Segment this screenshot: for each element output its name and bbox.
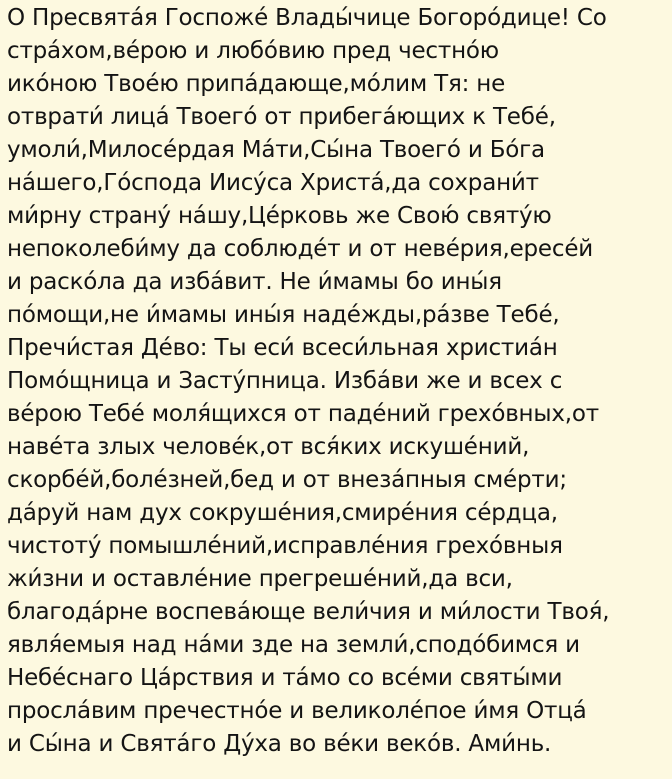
prayer-line: ми́рну страну́ на́шу,Це́рковь же Свою́ святу́ю xyxy=(7,203,552,229)
prayer-line: Пречи́стая Де́во: Ты еси́ всеси́льная христиа́н xyxy=(7,335,558,361)
prayer-line: благода́рне воспева́юще вели́чия и ми́лости Твоя́, xyxy=(7,599,610,625)
prayer-line: наве́та злых челове́к,от вся́ких искуше́ний, xyxy=(7,434,530,460)
prayer-line: непоколеби́му да соблюде́т и от неве́рия,ересе́й xyxy=(7,236,594,262)
prayer-line: ико́ною Твое́ю припа́дающе,мо́лим Тя: не xyxy=(7,71,506,97)
prayer-line: ве́рою Тебе́ моля́щихся от паде́ний грехо́вных,от xyxy=(7,401,599,427)
prayer-line: Помо́щница и Засту́пница. Изба́ви же и всех с xyxy=(7,368,563,394)
prayer-line: отврати́ лица́ Твоего́ от прибега́ющих к Тебе́, xyxy=(7,104,556,130)
prayer-line: умоли́,Милосе́рдая Ма́ти,Сы́на Твоего́ и Бо́га xyxy=(7,137,545,163)
prayer-line: чистоту́ помышле́ний,исправле́ния грехо́вныя xyxy=(7,533,563,559)
prayer-line: О Пресвята́я Госпоже́ Влады́чице Богоро́дице! Со xyxy=(7,5,607,31)
prayer-line: на́шего,Го́спода Иису́са Христа́,да сохрани́т xyxy=(7,170,539,196)
prayer-line: явля́емыя над на́ми зде на земли́,сподо́бимся и xyxy=(7,632,580,658)
prayer-line: Небе́снаго Ца́рствия и та́мо со все́ми святы́ми xyxy=(7,665,563,691)
prayer-line: стра́хом,ве́рою и любо́вию пред честно́ю xyxy=(7,38,499,64)
prayer-line: жи́зни и оставле́ние прегреше́ний,да вси, xyxy=(7,566,513,592)
prayer-line: и Сы́на и Свята́го Ду́ха во ве́ки веко́в. Ами́нь. xyxy=(7,731,552,757)
prayer-line: скорбе́й,боле́зней,бед и от внеза́пныя сме́рти; xyxy=(7,467,567,493)
prayer-text xyxy=(7,2,668,761)
prayer-line: по́мощи,не и́мамы ины́я наде́жды,ра́зве Тебе́, xyxy=(7,302,560,328)
prayer-line: просла́вим пречестно́е и великоле́пое и́мя Отца́ xyxy=(7,698,587,724)
prayer-line: да́руй нам дух сокруше́ния,смире́ния се́рдца, xyxy=(7,500,558,526)
prayer-line: и раско́ла да изба́вит. Не и́мамы бо ины́я xyxy=(7,269,502,295)
